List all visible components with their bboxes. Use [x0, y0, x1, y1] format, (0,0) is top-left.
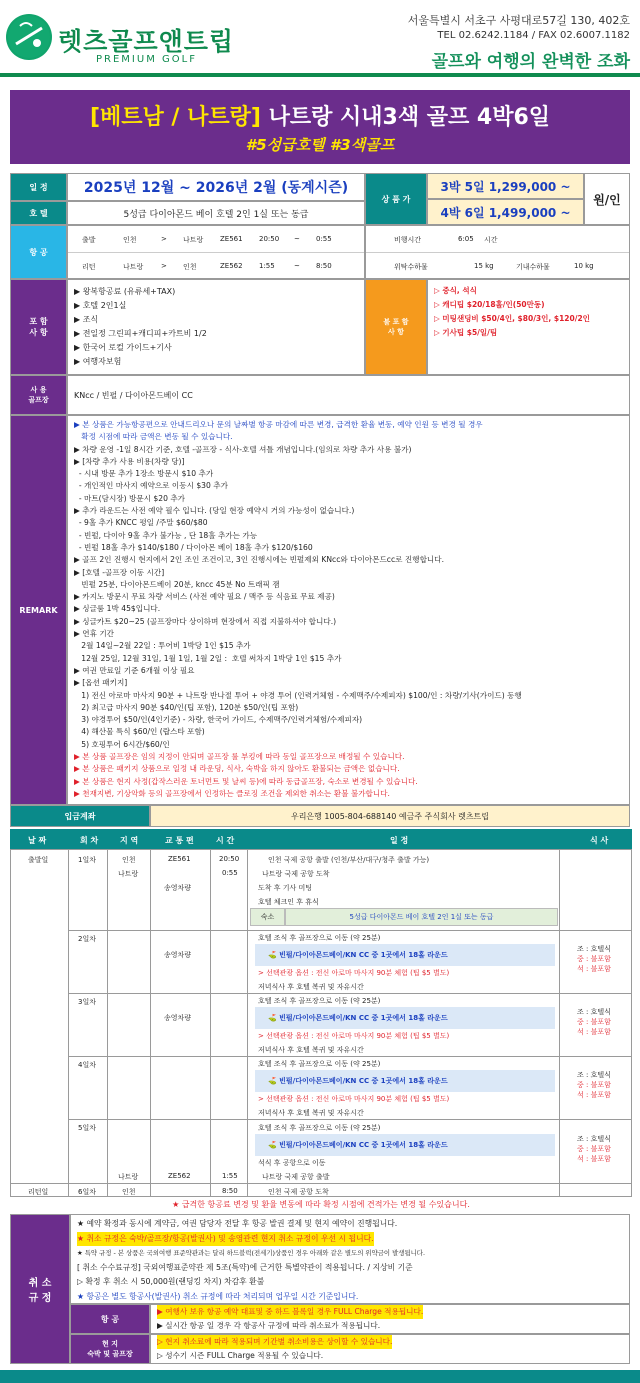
cancel-local [150, 1334, 630, 1364]
optional-tour: > 선택관광 옵션 : 전신 아로마 마사지 90분 체험 (팁 $5 별도) [258, 1032, 450, 1040]
col-time: 시 간 [216, 836, 235, 845]
meal-breakfast: 조 : 호텔식 [577, 1071, 611, 1079]
exclude-label: 불 포 함 사 항 [365, 279, 427, 375]
cancel-air [150, 1304, 630, 1334]
day1-line1: 인천 국제 공항 출발 (인천/부산/대구/청주 출발 가능) [268, 856, 430, 864]
day5-region: 나트랑 [118, 1173, 139, 1181]
remark-line: ▶ 차량 운영 -1일 8시간 기준, 호텔 -골프장 - 식사-호텔 셔틀 개념입니다.(임의로 차량 추가 사용 불가) [74, 444, 412, 454]
day-transfer: 송영차량 [164, 1014, 192, 1022]
flight-detail [67, 225, 365, 279]
day-meals [577, 1070, 611, 1100]
ret-label: 리턴 [82, 263, 96, 271]
remark-line: ▶ 본 상품은 현지 사정(갑작스러운 토너먼트 및 날씨 등)에 따라 동급골프장, 숙소로 변경될 수 있습니다. [74, 776, 418, 786]
remark-line: ▶ 본 상품 골프장은 임의 지정이 안되며 골프장 룰 부킹에 따라 동일 골프장으로 배정될 수 있습니다. [74, 752, 405, 762]
golf-flag-icon: ⛳ [268, 951, 280, 959]
include-item: ▶ 조식 [74, 315, 99, 324]
remark-line: 2) 최고급 마사지 90분 $40/인(팁 포함), 120분 $50/인(팁 포함) [74, 702, 299, 712]
remark-line: ▶ 본 상품은 가능항공편으로 안내드리오나 문의 날짜별 항공 마감에 따른 변경, 급격한 환율 변동, 예약 인원 등 변경 될 경우 [74, 420, 483, 429]
dep-dash: ~ [294, 235, 300, 243]
day1-line2: 나트랑 국제 공항 도착 [262, 870, 330, 878]
day1-region2: 나트랑 [118, 870, 139, 878]
company-tel: TEL 02.6242.1184 / FAX 02.6007.1182 [437, 30, 630, 41]
optional-tour: > 선택관광 옵션 : 전신 아로마 마사지 90분 체험 (팁 $5 별도) [258, 969, 450, 977]
day5-line-b2: 나트랑 국제 공항 출발 [262, 1173, 330, 1181]
remark-line: ▶ [호텔 -골프장 이동 시간] [74, 567, 165, 577]
col-meal: 식 사 [590, 836, 609, 845]
day1-time2: 0:55 [222, 869, 238, 877]
remark-line: ▶ 여권 만료일 기준 6개월 이상 필요 [74, 665, 195, 675]
stay-label: 숙소 [250, 908, 285, 926]
day-line-b: 저녁식사 후 호텔 복귀 및 자유시간 [258, 1109, 364, 1117]
dep-from: 인천 [123, 236, 137, 244]
cancel-rule-line: ▷ 확정 후 취소 시 50,000원(랜딩킹 차지) 차감후 환불 [77, 1277, 265, 1286]
remark-line: 확정 시점에 따라 금액은 변동 될 수 있습니다. [74, 432, 233, 442]
day6-date: 리턴일 [28, 1188, 49, 1196]
cancel-local-label: 현 지 숙박 및 골프장 [70, 1334, 150, 1364]
day-no: 4일차 [78, 1061, 96, 1069]
day-meals [577, 1007, 611, 1037]
day-meals [577, 944, 611, 974]
meal-breakfast: 조 : 호텔식 [577, 945, 611, 953]
deposit-account: 우리은행 1005-804-688140 예금주 주식회사 렛츠트립 [150, 805, 630, 827]
cancel-rule-line: [ 취소 수수료규정] 국외여행표준약관 제 5조(특약)에 근거한 특별약관이 적용됩니다. / 지상비 기준 [77, 1262, 413, 1272]
price-4n6d: 4박 6일 1,499,000 ~ [427, 199, 584, 225]
day5-line-b1: 석식 후 공항으로 이동 [258, 1159, 326, 1167]
day1-line3: 도착 후 기사 미팅 [258, 884, 313, 892]
ret-from: 나트랑 [123, 263, 144, 271]
day-line-a: 호텔 조식 후 골프장으로 이동 (약 25분) [258, 934, 381, 942]
ret-time2: 8:50 [316, 262, 332, 270]
col-date: 날 짜 [28, 836, 47, 845]
day1-transfer: 송영차량 [164, 884, 192, 892]
remark-line: - 빈펄, 다이아 9홀 추가 불가능 , 단 18홀 추가는 가능 [74, 530, 258, 540]
meal-lunch: 중 : 불포함 [577, 1145, 611, 1153]
slogan: 골프와 여행의 완벽한 조화 [431, 52, 630, 72]
remark-line: 2월 14일~2월 22일 : 투어비 1박당 1인 $15 추가 [74, 641, 251, 651]
golf-flag-icon: ⛳ [268, 1141, 280, 1149]
include-item: ▶ 여행자보험 [74, 357, 122, 366]
meal-dinner: 석 : 불포함 [577, 1155, 611, 1163]
deposit-label: 입금계좌 [10, 805, 150, 827]
flight-time-label: 비행시간 [394, 236, 422, 244]
golf-flag-icon: ⛳ [268, 1014, 280, 1022]
product-title-banner [10, 90, 630, 164]
exclude-item: ▷ 중식, 석식 [434, 286, 477, 295]
meal-dinner: 석 : 불포함 [577, 1028, 611, 1036]
flight-time-unit: 시간 [484, 236, 498, 244]
golf-flag-icon: ⛳ [268, 1077, 280, 1085]
price-3n5d: 3박 5일 1,299,000 ~ [427, 173, 584, 199]
day6-region: 인천 [122, 1188, 136, 1196]
cancel-air-line2: ▶ 실시간 항공 일 경우 각 항공사 규정에 따라 취소료가 적용됩니다. [157, 1320, 381, 1330]
remark-line: ▶ 본 상품은 패키지 상품으로 일정 내 라운딩, 식사, 숙박을 하지 않아도 환불되는 금액은 없습니다. [74, 764, 400, 774]
remark-line: ▶ 추가 라운드는 사전 예약 필수 입니다. (당일 현장 예약시 거의 가능성이 없습니다.) [74, 506, 355, 516]
carry-value: 10 kg [574, 262, 594, 270]
day-transfer: 송영차량 [164, 951, 192, 959]
day-line-a: 호텔 조식 후 골프장으로 이동 (약 25분) [258, 997, 381, 1005]
include-item: ▶ 전일정 그린피+캐디피+카트비 1/2 [74, 329, 207, 338]
remark-line: - 빈펄 18홀 추가 $140/$180 / 다이아몬 베이 18홀 추가 $120/$160 [74, 542, 313, 552]
schedule-notice: ★ 급격한 항공료 변경 및 환율 변동에 따라 확정 시점에 견적가는 변경 될 수있습니다. [172, 1200, 470, 1209]
day1-line4: 호텔 체크인 후 휴식 [258, 898, 319, 906]
price-label: 상 품 가 [365, 173, 427, 225]
meal-lunch: 중 : 불포함 [577, 955, 611, 963]
remark-line: ▶ 천재지변, 기상악화 등의 골프장에서 인정하는 클로징 조건을 제외한 취소는 환불 불가합니다. [74, 788, 390, 798]
day1-region1: 인천 [122, 856, 136, 864]
remark-line: ▶ 싱글룸 1박 45$입니다. [74, 604, 161, 614]
flight-extra [365, 225, 630, 279]
col-no: 회 차 [80, 836, 99, 845]
dep-flight-no: ZE561 [220, 235, 243, 243]
remark-line: 4) 해산물 특식 $60/인 (랍스타 포함) [74, 727, 205, 737]
golf-round [268, 1013, 448, 1023]
stay-value: 5성급 다이아몬드 베이 호텔 2인 1실 또는 동급 [285, 908, 558, 926]
remark-line: - 개인적인 마사지 예약으로 이동시 $30 추가 [74, 481, 228, 491]
day6-time: 8:50 [222, 1187, 238, 1195]
cancel-label: 취 소 규 정 [10, 1214, 70, 1364]
company-address: 서울특별시 서초구 사평대로57길 130, 402호 [407, 14, 630, 27]
remark-line: ▶ 연휴 기간 [74, 629, 115, 639]
ret-dash: ~ [294, 262, 300, 270]
ret-time1: 1:55 [259, 262, 275, 270]
remark-line: ▶ [차량 추가 사용 비용(차량 당)] [74, 456, 185, 466]
course-value: KNcc / 빈펄 / 다이아몬드베이 CC [67, 375, 630, 415]
dep-label: 출발 [82, 236, 96, 244]
baggage-label: 위탁수하물 [394, 263, 428, 271]
dep-arrow: > [161, 235, 167, 243]
schedule-header [10, 829, 632, 849]
day6-line: 인천 국제 공항 도착 [268, 1188, 329, 1196]
day-line-a: 호텔 조식 후 골프장으로 이동 (약 25분) [258, 1060, 381, 1068]
cancel-rule-line: ★ 특약 규정 - 본 상품은 국외여행 표준약관과는 달리 하드블럭(전세기)상품인 경우 아래와 같은 별도의 위약금이 발생됩니다. [77, 1249, 426, 1257]
remark-line: 3) 야경투어 $50/인(4인기준) - 차량, 한국어 가이드, 수제맥주/인력거체험/수제피자) [74, 715, 363, 725]
include-label: 포 함 사 항 [10, 279, 67, 375]
ret-to: 인천 [183, 263, 197, 271]
hotel-label: 호 텔 [10, 201, 67, 225]
dep-time2: 0:55 [316, 235, 332, 243]
remark-line: ▶ [옵션 패키지] [74, 678, 128, 688]
col-itinerary: 일 정 [390, 836, 409, 845]
meal-lunch: 중 : 불포함 [577, 1018, 611, 1026]
logo-title: 렛츠골프앤트립 [58, 27, 235, 56]
day1-flight: ZE561 [168, 855, 191, 863]
remark-line: - 9홀 추가 KNCC 평일 /주말 $60/$80 [74, 518, 208, 528]
golf-round [268, 950, 448, 960]
cancel-local-line1: ▷ 현지 취소료에 따라 적용되며 기간별 취소비용은 상이할 수 있습니다. [157, 1335, 392, 1349]
meal-breakfast: 조 : 호텔식 [577, 1008, 611, 1016]
remark-line: ▶ 카지노 방문시 무료 차량 서비스 (사전 예약 필요 / 맥주 등 식음료 무료 제공) [74, 592, 335, 602]
day6-no: 6일차 [78, 1188, 96, 1196]
meal-dinner: 석 : 불포함 [577, 1091, 611, 1099]
period-label: 일 정 [10, 173, 67, 201]
day5-golf [268, 1140, 448, 1150]
remark-line: ▶ 싱글카트 $20~25 (골프장마다 상이하며 현장에서 직접 지불하셔야 합니다.) [74, 616, 337, 626]
golf-logo-icon [6, 14, 52, 60]
remark-line: ▶ 골프 2인 진행시 현지에서 2인 조인 조건이고, 3인 진행시에는 빈펄제외 KNcc와 다이아몬드cc로 진행합니다. [74, 555, 444, 565]
remark-line: - 시내 방문 추가 1장소 방문시 $10 추가 [74, 469, 214, 479]
day5-time: 1:55 [222, 1172, 238, 1180]
dep-to: 나트랑 [183, 236, 204, 244]
hotel-value: 5성급 다이아몬드 베이 호텔 2인 1실 또는 동급 [67, 201, 365, 225]
meal-breakfast: 조 : 호텔식 [577, 1135, 611, 1143]
include-item: ▶ 왕복항공료 (유류세+TAX) [74, 287, 176, 296]
include-item: ▶ 한국어 로컬 가이드+기사 [74, 343, 172, 352]
cancel-air-line1: ▶ 여행사 보유 항공 예약 대표및 중 하드 블록일 경우 FULL Charge 적용됩니다. [157, 1305, 423, 1319]
header [0, 0, 640, 80]
remark-label: REMARK [10, 415, 67, 805]
day1-no: 1일차 [78, 856, 96, 864]
day-line-b: 저녁식사 후 호텔 복귀 및 자유시간 [258, 1046, 364, 1054]
remark-list [67, 415, 630, 805]
cancel-rule-line: ★ 예약 확정과 동시에 계약금, 여권 담당자 전달 후 항공 발권 결제 및 현지 예약이 진행됩니다. [77, 1219, 398, 1228]
cancel-local-line2: ▷ 성수기 시즌 FULL Charge 적용될 수 있습니다. [157, 1350, 324, 1360]
remark-line: 12월 25일, 12월 31일, 1월 1일, 1월 2일 : 호텔 써차지 1박당 1인 $15 추가 [74, 653, 342, 663]
remark-line: 5) 호핑투어 6시간/$60/인 [74, 739, 170, 749]
product-tags: #5성급호텔 #3색골프 [245, 136, 395, 154]
day-line-b: 저녁식사 후 호텔 복귀 및 자유시간 [258, 983, 364, 991]
exclude-item: ▷ 캐디팁 $20/18홀/인(50만동) [434, 300, 545, 309]
period-value: 2025년 12월 ~ 2026년 2월 (동계시즌) [67, 173, 365, 201]
cancel-rules [70, 1214, 630, 1304]
cancel-air-label: 항 공 [70, 1304, 150, 1334]
day-no: 2일차 [78, 935, 96, 943]
carry-label: 기내수하물 [516, 263, 550, 271]
golf-round-text: 빈펄/다이아몬드베이/KN CC 중 1곳에서 18홀 라운드 [279, 951, 448, 959]
dep-time1: 20:50 [259, 235, 280, 243]
meal-lunch: 중 : 불포함 [577, 1081, 611, 1089]
flight-time: 6:05 [458, 235, 474, 243]
header-divider [0, 73, 640, 77]
logo-subtitle: PREMIUM GOLF [96, 54, 197, 65]
day1-date: 출발일 [28, 856, 49, 864]
remark-line: 빈펄 25분, 다이아몬드베이 20분, kncc 45분 No 트래픽 잼 [74, 579, 280, 589]
ret-flight-no: ZE562 [220, 262, 243, 270]
remark-line: 1) 전신 아로마 마사지 90분 + 나트랑 반나절 투어 + 야경 투어 (인력거체험 - 수제맥주/수제피자) $100/인 : 차량/기사(가이드) 동행 [74, 690, 522, 700]
cancel-rule-line: ★ 항공은 별도 항공사(발권사) 취소 규정에 따라 처리되며 업무일 시간 기준입니다. [77, 1291, 359, 1301]
day5-no: 5일차 [78, 1124, 96, 1132]
product-name: 나트랑 시내3색 골프 4박6일 [268, 105, 551, 130]
col-region: 지 역 [120, 836, 139, 845]
remark-line: - 마트(담시장) 방문시 $20 추가 [74, 493, 185, 503]
baggage-value: 15 kg [474, 262, 494, 270]
day-no: 3일차 [78, 998, 96, 1006]
col-transport: 교 통 편 [165, 836, 194, 845]
include-list [67, 279, 365, 375]
day1-time1: 20:50 [219, 855, 240, 863]
golf-round-text: 빈펄/다이아몬드베이/KN CC 중 1곳에서 18홀 라운드 [279, 1014, 448, 1022]
ret-arrow: > [161, 262, 167, 270]
exclude-list [427, 279, 630, 375]
product-title [10, 100, 630, 131]
flight-label: 항 공 [10, 225, 67, 279]
footer-bar [0, 1370, 640, 1383]
golf-round-text: 빈펄/다이아몬드베이/KN CC 중 1곳에서 18홀 라운드 [279, 1077, 448, 1085]
golf-round [268, 1076, 448, 1086]
day5-golf-text: 빈펄/다이아몬드베이/KN CC 중 1곳에서 18홀 라운드 [279, 1141, 448, 1149]
cancel-rule-line: ★ 취소 규정은 숙박/골프장/항공(발권사) 및 송영관련 현지 취소 규정이 우선 시 됩니다. [77, 1232, 374, 1247]
region-label: [베트남 / 나트랑] [89, 105, 261, 130]
course-label: 사 용 골프장 [10, 375, 67, 415]
exclude-item: ▷ 기사팁 $5/일/팀 [434, 328, 498, 337]
include-item: ▶ 호텔 2인1실 [74, 301, 127, 310]
day5-flight: ZE562 [168, 1172, 191, 1180]
optional-tour: > 선택관광 옵션 : 전신 아로마 마사지 90분 체험 (팁 $5 별도) [258, 1095, 450, 1103]
day5-meals [577, 1134, 611, 1164]
price-unit: 원/인 [584, 173, 630, 225]
meal-dinner: 석 : 불포함 [577, 965, 611, 973]
exclude-item: ▷ 미팅샌딩비 $50/4인, $80/3인, $120/2인 [434, 314, 590, 323]
day5-line-a: 호텔 조식 후 골프장으로 이동 (약 25분) [258, 1124, 381, 1132]
